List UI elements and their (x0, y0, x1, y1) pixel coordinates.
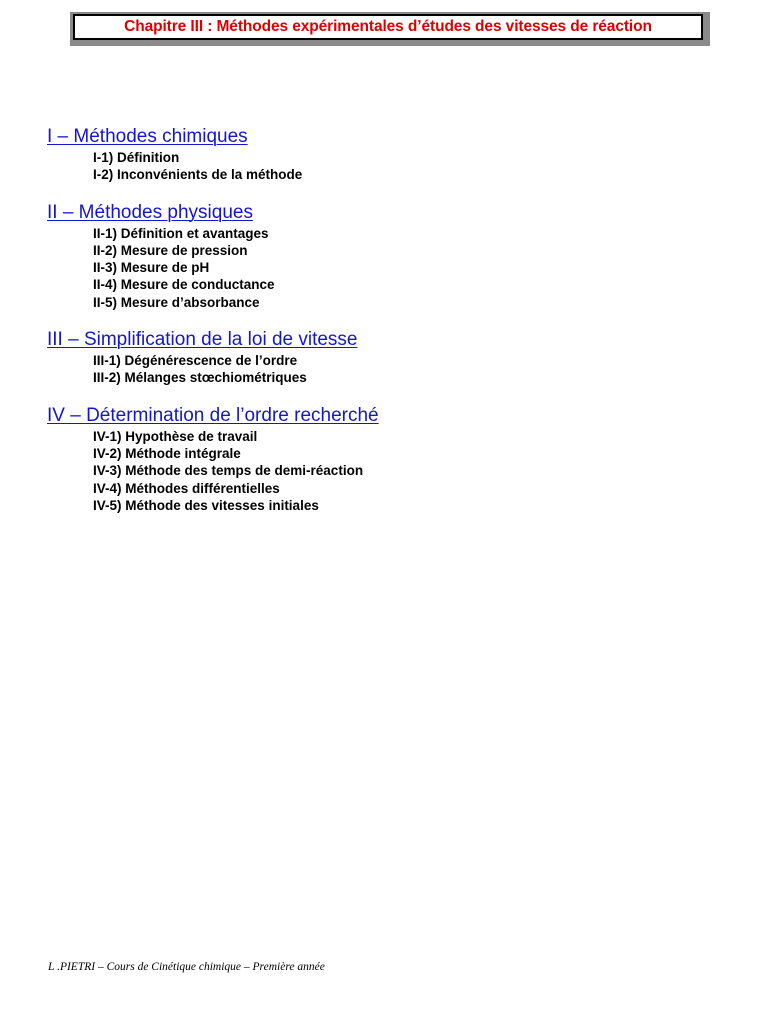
section-heading-link[interactable]: II – Méthodes physiques (47, 201, 253, 223)
toc-item: IV-1) Hypothèse de travail (93, 428, 258, 444)
toc-item: II-2) Mesure de pression (93, 242, 248, 258)
toc-item: I-1) Définition (93, 150, 180, 165)
page-footer: L .PIETRI – Cours de Cinétique chimique – Première année (48, 961, 325, 973)
toc-item: III-2) Mélanges stœchiométriques (93, 370, 307, 386)
toc-section-1 (47, 125, 747, 184)
section-item-list (47, 225, 747, 311)
toc-item: IV-5) Méthode des vitesses initiales (93, 497, 319, 513)
chapter-title: Chapitre III : Méthodes expérimentales d’études des vitesses de réaction (124, 18, 652, 35)
chapter-title-box (73, 14, 703, 40)
toc-item: II-5) Mesure d’absorbance (93, 294, 260, 310)
section-item-list (47, 428, 747, 514)
section-heading-link[interactable]: IV – Détermination de l’ordre recherché (47, 404, 379, 426)
toc-item: I-2) Inconvénients de la méthode (93, 167, 303, 183)
toc-section-4 (47, 404, 747, 514)
toc-section-2 (47, 201, 747, 311)
table-of-contents (47, 125, 747, 514)
section-item-list (47, 352, 747, 387)
toc-item: IV-3) Méthode des temps de demi-réaction (93, 463, 364, 479)
section-item-list (47, 149, 747, 184)
section-heading-link[interactable]: I – Méthodes chimiques (47, 126, 248, 147)
section-heading-link[interactable]: III – Simplification de la loi de vitesse (47, 329, 358, 351)
toc-item: III-1) Dégénérescence de l’ordre (93, 353, 298, 369)
toc-item: IV-4) Méthodes différentielles (93, 480, 280, 496)
toc-item: II-3) Mesure de pH (93, 260, 210, 276)
toc-section-3 (47, 328, 747, 387)
toc-item: IV-2) Méthode intégrale (93, 445, 241, 461)
toc-item: II-1) Définition et avantages (93, 225, 269, 241)
toc-item: II-4) Mesure de conductance (93, 277, 275, 293)
